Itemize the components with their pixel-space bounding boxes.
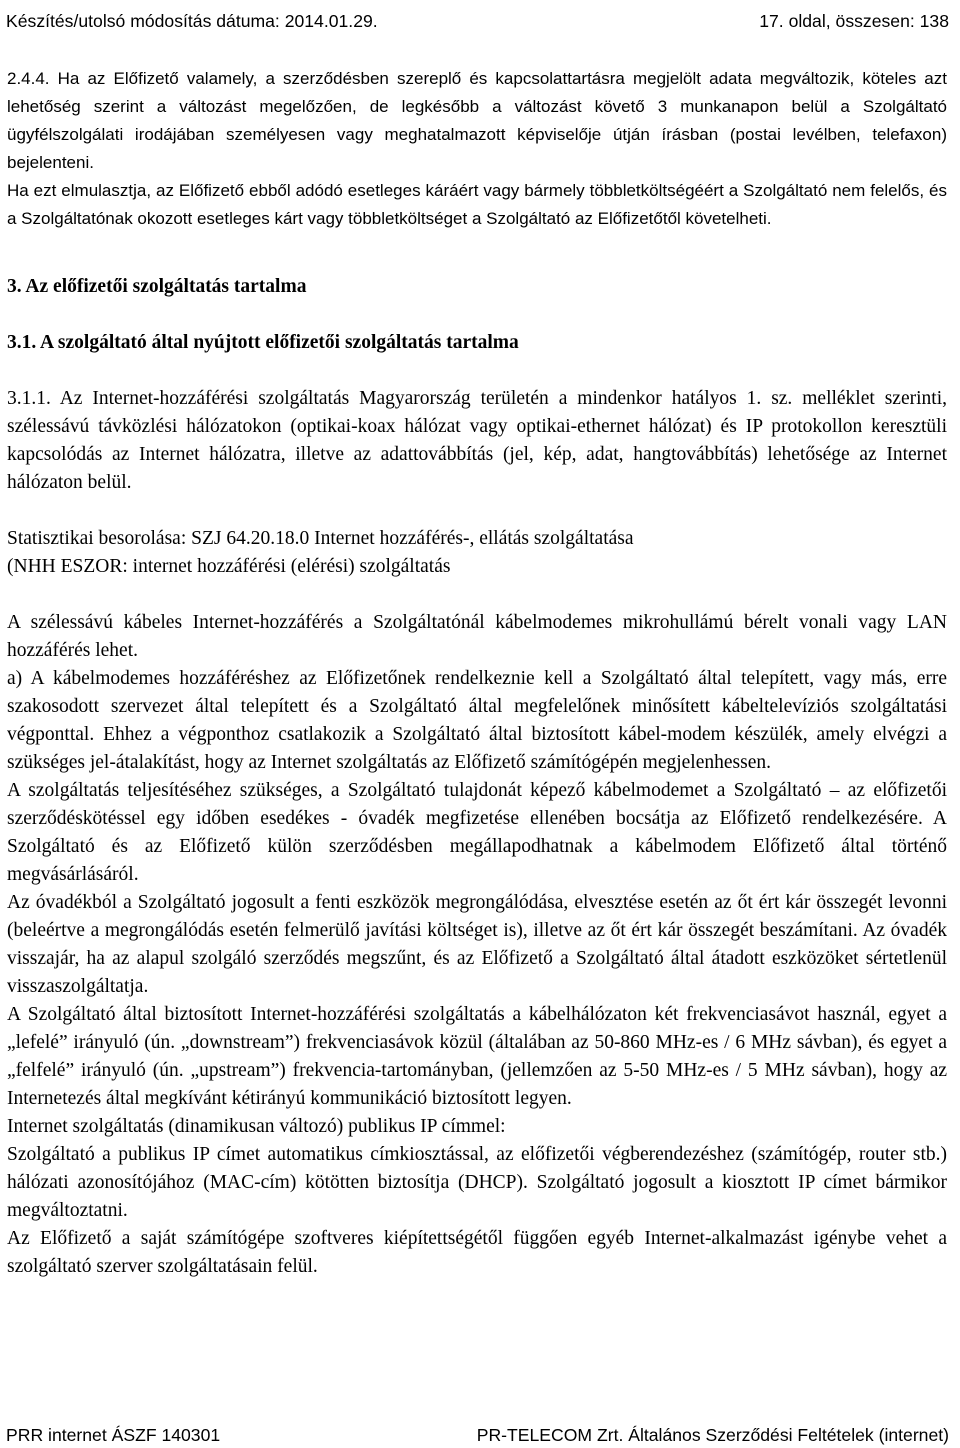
paragraph-deposit: A szolgáltatás teljesítéséhez szükséges, a Szolgáltató tulajdonát képező kábelmodemet a Szolgáltató – az előfizetői szerződéskötéssel egy időben esedékes - óvadék megfizetése ellenében bocsátja az Előfizető rendelkezésére. A Szolgáltató és az Előfizető külön szerződésben megállapodhatnak a kábelmodem Előfizető által történő megvásárlásáról. [7, 780, 947, 885]
document-body [7, 65, 947, 1281]
paragraph-liability: Ha ezt elmulasztja, az Előfizető ebből adódó esetleges káráért vagy bármely többletköltségéért a Szolgáltató nem felelős, és a Szolgáltatónak okozott esetleges kárt vagy többletköltséget a Szolgáltató az Előfizetőtől követelheti. [7, 181, 947, 228]
paragraph-public-ip-title: Internet szolgáltatás (dinamikusan változó) publikus IP címmel: [7, 1116, 506, 1137]
paragraph-deposit-deduction: Az óvadékból a Szolgáltató jogosult a fenti eszközök megrongálódása, elvesztése esetén az őt ért kár összegét levonni (beleértve a megrongálódás esetén felmerülő javítási költséget is), illetve az őt ért kár összegét beszámítani. Az óvadék visszajár, ha az alapul szolgáló szerződés megszűnt, és az Előfizető a Szolgáltató által átadott eszközöket sértetlenül visszaszolgáltatja. [7, 892, 947, 997]
paragraph-nhh-eszor: (NHH ESZOR: internet hozzáférési (elérési) szolgáltatás [7, 556, 451, 577]
footer-document-id: PRR internet ÁSZF 140301 [6, 1425, 221, 1445]
paragraph-frequency-bands: A Szolgáltató által biztosított Internet-hozzáférési szolgáltatás a kábelhálózaton két frekvenciasávot használ, egyet a „lefelé” irányuló (ún. „downstream”) frekvenciasávok közül (általában az 50-860 MHz-es / 6 MHz sávban), és egyet a „felfelé” irányuló (ún. „upstream”) frekvencia-tartományban, (jellemzően az 5-50 MHz-es / 5 MHz sávban), hogy az Internetezés által megkívánt kétirányú kommunikáció biztosított legyen. [7, 1004, 947, 1109]
paragraph-statistical-classification: Statisztikai besorolása: SZJ 64.20.18.0 Internet hozzáférés-, ellátás szolgáltatása [7, 528, 634, 549]
paragraph-3-1-1: 3.1.1. Az Internet-hozzáférési szolgáltatás Magyarország területén a mindenkor hatályos 1. sz. melléklet szerinti, szélessávú távközlési hálózatokon (optikai-koax hálózat vagy optikai-ethernet hálózat) és IP protokollon keresztüli kapcsolódás az Internet hálózatra, illetve az adattovábbítás (jel, kép, adat, hangtovábbítás) lehetősége az Internet hálózaton belül. [7, 388, 947, 493]
paragraph-2-4-4: 2.4.4. Ha az Előfizető valamely, a szerződésben szereplő és kapcsolattartásra megjelölt adata megváltozik, köteles azt lehetőség szerint a változást megelőzően, de legkésőbb a változást követő 3 munkanapon belül a Szolgáltató ügyfélszolgálati irodájában személyesen vagy meghatalmazott képviselője útján írásban (postai levélben, telefaxon) bejelenteni. [7, 69, 947, 172]
page-footer [6, 1423, 949, 1447]
section-heading-3: 3. Az előfizetői szolgáltatás tartalma [7, 276, 307, 297]
footer-document-title: PR-TELECOM Zrt. Általános Szerződési Feltételek (internet) [476, 1425, 949, 1445]
header-page-number: 17. oldal, összesen: 138 [759, 11, 949, 31]
section-heading-3-1: 3.1. A szolgáltató által nyújtott előfizetői szolgáltatás tartalma [7, 332, 519, 353]
paragraph-other-applications: Az Előfizető a saját számítógépe szoftveres kiépítettségétől függően egyéb Internet-alkalmazást igénybe vehet a szolgáltató szerver szolgáltatásain felül. [7, 1228, 947, 1277]
paragraph-broadband-access: A szélessávú kábeles Internet-hozzáférés a Szolgáltatónál kábelmodemes mikrohullámú bérelt vonali vagy LAN hozzáférés lehet. [7, 612, 947, 661]
page-header [6, 9, 949, 33]
header-date: Készítés/utolsó módosítás dátuma: 2014.01.29. [6, 11, 378, 31]
paragraph-cable-modem-access: a) A kábelmodemes hozzáféréshez az Előfizetőnek rendelkeznie kell a Szolgáltató által telepített, vagy más, erre szakosodott szervezet által telepített és a Szolgáltató által megfelelőnek minősített kábeltelevíziós szolgáltatási végponttal. Ehhez a végponthoz csatlakozik a Szolgáltató által biztosított kábel-modem készülék, amely elvégzi a szükséges jel-átalakítást, hogy az Internet szolgáltatás az Előfizető számítógépén megjelenhessen. [7, 668, 947, 773]
paragraph-dhcp: Szolgáltató a publikus IP címet automatikus címkiosztással, az előfizetői végberendezéshez (számítógép, router stb.) hálózati azonosítójához (MAC-cím) kötötten biztosítja (DHCP). Szolgáltató jogosult a kiosztott IP címet bármikor megváltoztatni. [7, 1144, 947, 1221]
